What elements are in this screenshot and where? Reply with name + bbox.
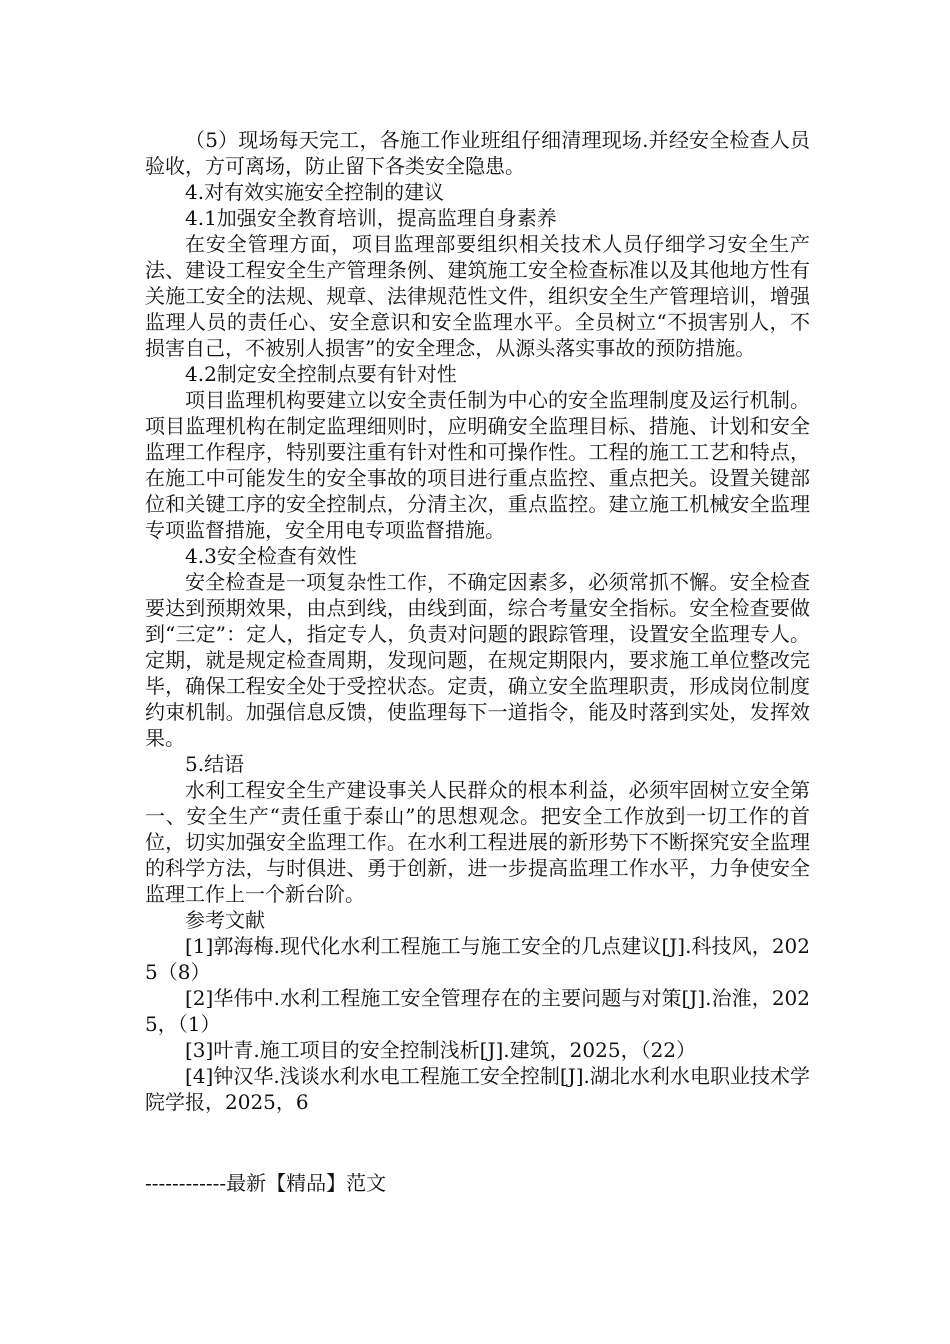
heading-section-4-3: 4.3安全检查有效性 [185,544,357,568]
reference-item-4: [4]钟汉华.浅谈水利水电工程施工安全控制[J].湖北水利水电职业技术学院学报，2025，6 [145,1064,810,1114]
heading-references: 参考文献 [185,908,265,932]
reference-item-2: [2]华伟中.水利工程施工安全管理存在的主要问题与对策[J].治淮，2025，（1） [145,986,810,1036]
reference-item-1: [1]郭海梅.现代化水利工程施工与施工安全的几点建议[J].科技风，2025（8） [145,934,810,984]
page-footer: ------------最新【精品】范文 [145,1171,387,1195]
heading-section-4-1: 4.1加强安全教育培训，提高监理自身素养 [185,206,557,230]
heading-section-4: 4.对有效实施安全控制的建议 [185,180,445,204]
paragraph-section-4-3: 安全检查是一项复杂性工作，不确定因素多，必须常抓不懈。安全检查要达到预期效果，由点到线，由线到面，综合考量安全指标。安全检查要做到“三定”：定人，指定专人，负责对问题的跟踪管理，设置安全监理专人。定期，就是规定检查周期，发现问题，在规定期限内，要求施工单位整改完毕，确保工程安全处于受控状态。定责，确立安全监理职责，形成岗位制度约束机制。加强信息反馈，使监理每下一道指令，能及时落到实处，发挥效果。 [145,570,810,750]
paragraph-section-4-1: 在安全管理方面，项目监理部要组织相关技术人员仔细学习安全生产法、建设工程安全生产管理条例、建筑施工安全检查标准以及其他地方性有关施工安全的法规、规章、法律规范性文件，组织安全生产管理培训，增强监理人员的责任心、安全意识和安全监理水平。全员树立“不损害别人，不损害自己，不被别人损害”的安全理念，从源头落实事故的预防措施。 [145,232,810,360]
paragraph-conclusion: 水利工程安全生产建设事关人民群众的根本利益，必须牢固树立安全第一、安全生产“责任重于泰山”的思想观念。把安全工作放到一切工作的首位，切实加强安全监理工作。在水利工程进展的新形势下不断探究安全监理的科学方法，与时俱进、勇于创新，进一步提高监理工作水平，力争使安全监理工作上一个新台阶。 [145,778,810,906]
paragraph-site-cleanup: （5）现场每天完工，各施工作业班组仔细清理现场.并经安全检查人员验收，方可离场，防止留下各类安全隐患。 [145,128,810,178]
heading-section-5: 5.结语 [185,752,245,776]
reference-item-3: [3]叶青.施工项目的安全控制浅析[J].建筑，2025，（22） [185,1038,697,1062]
document-body [145,127,810,1115]
paragraph-section-4-2: 项目监理机构要建立以安全责任制为中心的安全监理制度及运行机制。项目监理机构在制定监理细则时，应明确安全监理目标、措施、计划和安全监理工作程序，特别要注重有针对性和可操作性。工程的施工工艺和特点，在施工中可能发生的安全事故的项目进行重点监控、重点把关。设置关键部位和关键工序的安全控制点，分清主次，重点监控。建立施工机械安全监理专项监督措施，安全用电专项监督措施。 [145,388,810,542]
heading-section-4-2: 4.2制定安全控制点要有针对性 [185,362,457,386]
